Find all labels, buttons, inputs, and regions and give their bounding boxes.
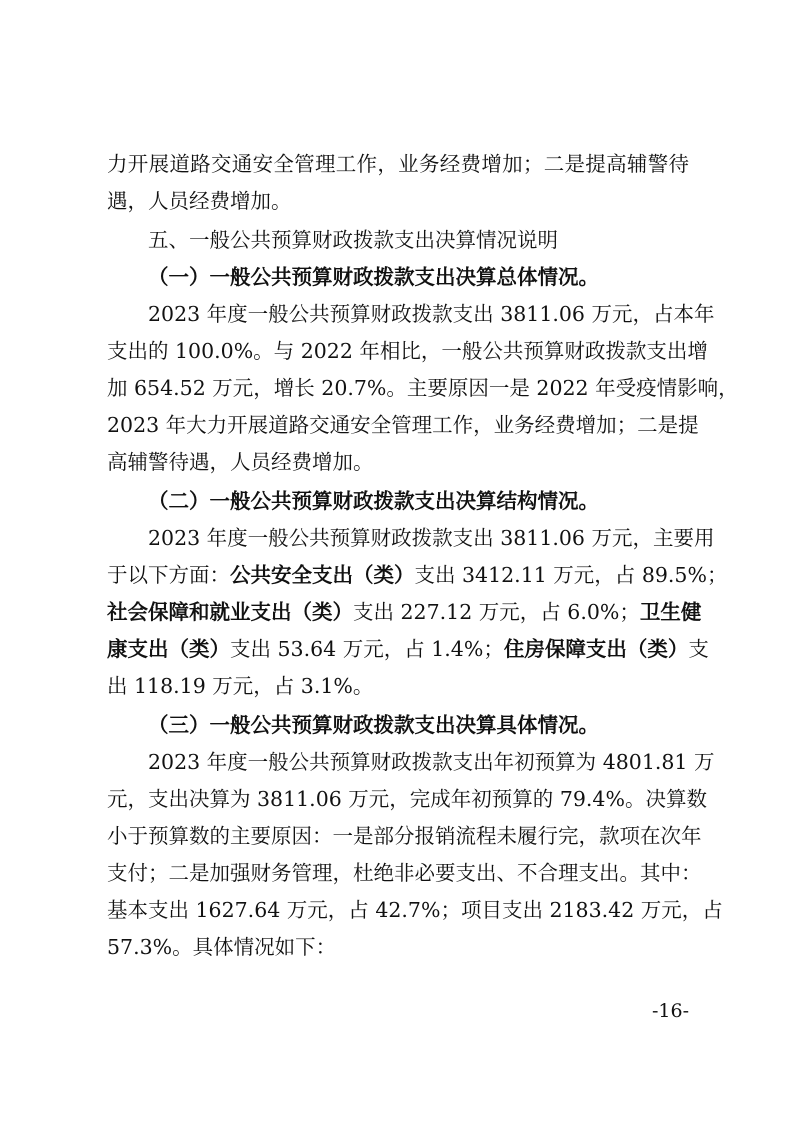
body-text: 于以下方面： xyxy=(107,563,230,587)
body-text-line: 支出的 100.0%。与 2022 年相比，一般公共预算财政拨款支出增 xyxy=(107,339,708,363)
category-label: 住房保障支出（类） xyxy=(503,637,689,661)
category-label: 卫生健 xyxy=(639,600,702,624)
body-text: 支 xyxy=(688,637,709,661)
body-text: 支出 3412.11 万元，占 89.5%； xyxy=(414,563,728,587)
body-text-line: 元，支出决算为 3811.06 万元，完成年初预算的 79.4%。决算数 xyxy=(107,787,707,811)
body-text-line: 2023 年度一般公共预算财政拨款支出 3811.06 万元，主要用 xyxy=(148,526,715,550)
body-text-line: 2023 年度一般公共预算财政拨款支出 3811.06 万元，占本年 xyxy=(148,302,715,326)
body-text-line xyxy=(107,634,709,664)
category-label: 康支出（类） xyxy=(107,637,230,661)
section-heading: 五、一般公共预算财政拨款支出决算情况说明 xyxy=(148,228,558,252)
category-label: 公共安全支出（类） xyxy=(230,563,415,587)
body-text-line: 支付；二是加强财务管理，杜绝非必要支出、不合理支出。其中： xyxy=(107,861,702,885)
body-text-line: 2023 年大力开展道路交通安全管理工作，业务经费增加；二是提 xyxy=(107,413,699,437)
body-text-line: 加 654.52 万元，增长 20.7%。主要原因一是 2022 年受疫情影响， xyxy=(107,376,739,400)
body-text-line: 遇，人员经费增加。 xyxy=(107,189,292,213)
body-text-line: 力开展道路交通安全管理工作，业务经费增加；二是提高辅警待 xyxy=(107,152,689,176)
body-text-line: 2023 年度一般公共预算财政拨款支出年初预算为 4801.81 万 xyxy=(148,750,715,774)
subsection-heading: （三）一般公共预算财政拨款支出决算具体情况。 xyxy=(148,713,599,737)
body-text-line: 小于预算数的主要原因：一是部分报销流程未履行完，款项在次年 xyxy=(107,824,702,848)
body-text-line: 出 118.19 万元，占 3.1%。 xyxy=(107,674,374,698)
body-text: 支出 53.64 万元，占 1.4%； xyxy=(230,637,504,661)
body-text-line xyxy=(107,597,702,627)
category-label: 社会保障和就业支出（类） xyxy=(107,600,353,624)
body-text-line: 高辅警待遇，人员经费增加。 xyxy=(107,450,374,474)
page-number: -16- xyxy=(651,1000,689,1022)
subsection-heading: （二）一般公共预算财政拨款支出决算结构情况。 xyxy=(148,489,599,513)
body-text-line xyxy=(107,560,728,590)
body-text: 支出 227.12 万元，占 6.0%； xyxy=(353,600,640,624)
body-text-line: 基本支出 1627.64 万元，占 42.7%；项目支出 2183.42 万元，占 xyxy=(107,898,723,922)
subsection-heading: （一）一般公共预算财政拨款支出决算总体情况。 xyxy=(148,265,599,289)
body-text-line: 57.3%。具体情况如下： xyxy=(107,935,337,959)
